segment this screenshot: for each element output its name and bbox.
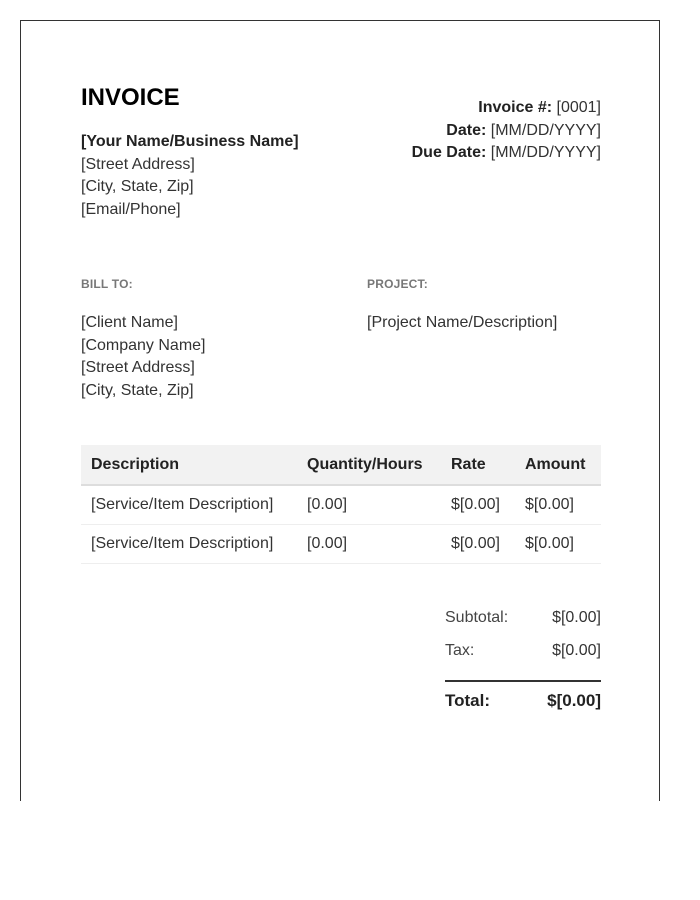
- row-quantity: [0.00]: [297, 525, 441, 564]
- row-description: [Service/Item Description]: [81, 525, 297, 564]
- due-date-value: [MM/DD/YYYY]: [490, 144, 601, 161]
- row-amount: $[0.00]: [515, 485, 601, 525]
- sender-info: [81, 131, 299, 221]
- row-description: [Service/Item Description]: [81, 485, 297, 525]
- header-description: Description: [81, 445, 297, 485]
- bill-to-details: [81, 312, 351, 402]
- project-label: PROJECT:: [367, 277, 428, 291]
- subtotal-row: [445, 606, 601, 639]
- project-details: [367, 312, 601, 335]
- client-street: [Street Address]: [81, 359, 195, 376]
- invoice-number-line: [412, 97, 601, 120]
- row-amount: $[0.00]: [515, 525, 601, 564]
- row-quantity: [0.00]: [297, 485, 441, 525]
- header-rate: Rate: [441, 445, 515, 485]
- invoice-date-line: [412, 120, 601, 143]
- totals-section: [445, 606, 601, 711]
- company-name: [Company Name]: [81, 336, 206, 354]
- total-label: Total:: [445, 691, 491, 710]
- sender-name: [Your Name/Business Name]: [81, 133, 299, 150]
- row-rate: $[0.00]: [441, 525, 515, 564]
- sender-street: [Street Address]: [81, 155, 195, 173]
- table-row: [81, 525, 601, 564]
- tax-label: Tax:: [445, 641, 475, 659]
- subtotal-label: Subtotal:: [445, 609, 509, 626]
- line-items-table: [81, 445, 601, 564]
- header-quantity: Quantity/Hours: [297, 445, 441, 485]
- client-city: [City, State, Zip]: [81, 381, 194, 399]
- project-name: [Project Name/Description]: [367, 314, 558, 331]
- invoice-date-label: Date:: [446, 121, 487, 139]
- row-rate: $[0.00]: [441, 485, 515, 525]
- due-date-label: Due Date:: [411, 144, 487, 161]
- invoice-title: INVOICE: [81, 84, 180, 111]
- invoice-meta: [412, 97, 601, 165]
- subtotal-value: $[0.00]: [552, 609, 601, 626]
- bill-to-section: [81, 277, 351, 402]
- total-row: [445, 680, 601, 711]
- invoice-number-value: [0001]: [556, 99, 601, 116]
- table-row: [81, 485, 601, 525]
- table-header-row: [81, 445, 601, 485]
- invoice-number-label: Invoice #:: [478, 99, 553, 116]
- tax-value: $[0.00]: [552, 641, 601, 659]
- sender-city: [City, State, Zip]: [81, 178, 194, 195]
- project-section: [367, 277, 601, 335]
- client-name: [Client Name]: [81, 314, 178, 331]
- invoice-date-value: [MM/DD/YYYY]: [490, 121, 601, 139]
- sender-contact: [Email/Phone]: [81, 200, 181, 218]
- bill-to-label: BILL TO:: [81, 277, 133, 291]
- invoice-page: [20, 20, 660, 801]
- tax-row: [445, 639, 601, 672]
- header-amount: Amount: [515, 445, 601, 485]
- due-date-line: [412, 142, 601, 165]
- total-value: $[0.00]: [547, 691, 601, 710]
